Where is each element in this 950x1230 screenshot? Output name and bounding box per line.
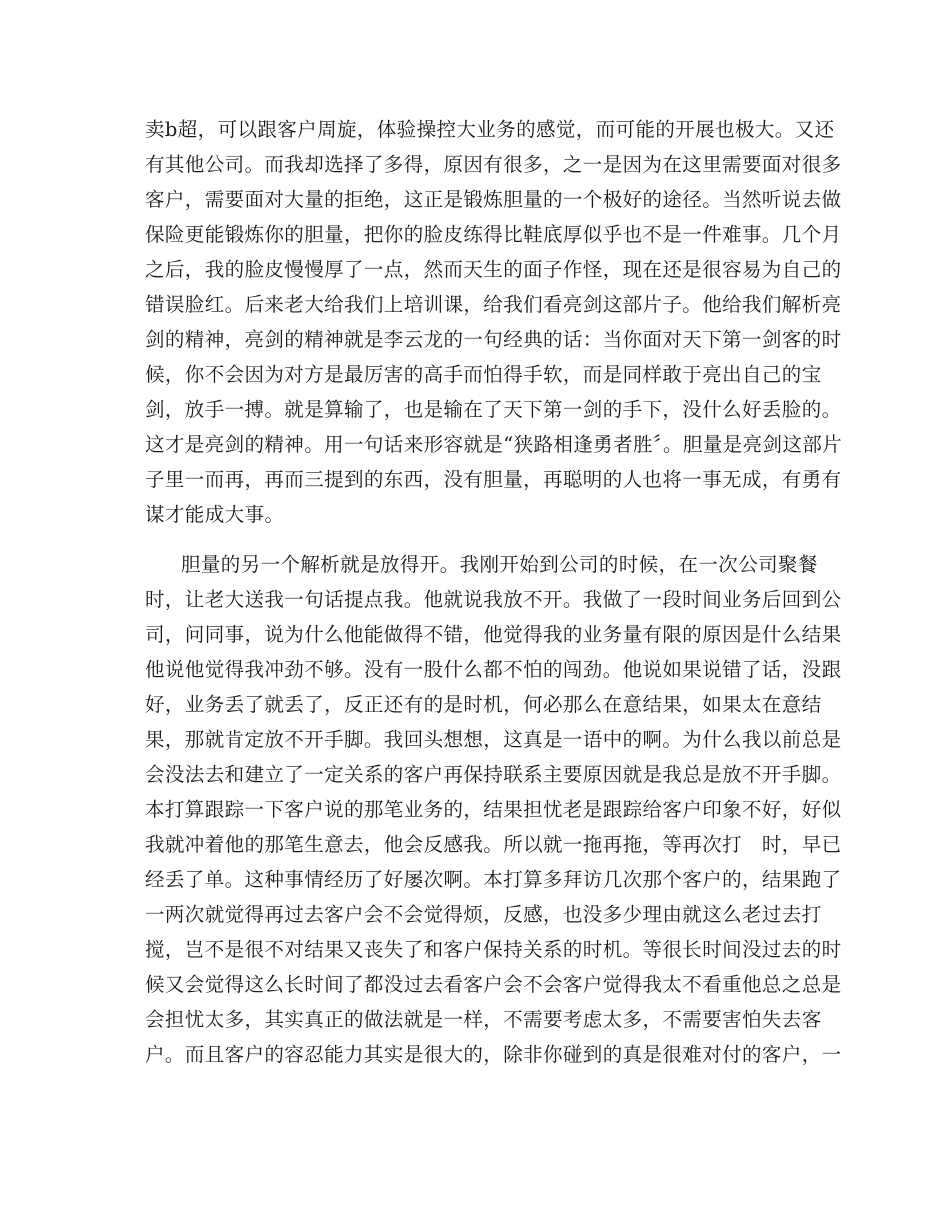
paragraph-line: 司，问同事，说为什么他能做得不错，他觉得我的业务量有限的原因是什么结果 <box>145 623 842 646</box>
paragraph-line: 子里一而再，再而三提到的东西，没有胆量，再聪明的人也将一事无成，有勇有 <box>145 468 842 491</box>
paragraph-line: 时，让老大送我一句话提点我。他就说我放不开。我做了一段时间业务后回到公 <box>145 588 842 611</box>
paragraph-line: 经丢了单。这种事情经历了好屡次啊。本打算多拜访几次那个客户的，结果跑了 <box>145 868 842 891</box>
paragraph-line: 有其他公司。而我却选择了多得，原因有很多，之一是因为在这里需要面对很多 <box>145 153 842 176</box>
paragraph-line: 剑，放手一搏。就是算输了，也是输在了天下第一剑的手下，没什么好丢脸的。 <box>145 398 842 421</box>
paragraph-line: 搅，岂不是很不对结果又丧失了和客户保持关系的时机。等很长时间没过去的时 <box>145 938 842 961</box>
paragraph-line: 果，那就肯定放不开手脚。我回头想想，这真是一语中的啊。为什么我以前总是 <box>145 728 842 751</box>
paragraph-line: 客户，需要面对大量的拒绝，这正是锻炼胆量的一个极好的途径。当然听说去做 <box>145 188 842 211</box>
paragraph-line: 这才是亮剑的精神。用一句话来形容就是“狭路相逢勇者胜〞。胆量是亮剑这部片 <box>145 433 843 456</box>
paragraph-line: 谋才能成大事。 <box>145 503 285 526</box>
paragraph-line: 错误脸红。后来老大给我们上培训课，给我们看亮剑这部片子。他给我们解析亮 <box>145 293 842 316</box>
paragraph-line: 会担忧太多，其实真正的做法就是一样，不需要考虑太多，不需要害怕失去客 <box>145 1008 822 1031</box>
paragraph-line: 剑的精神，亮剑的精神就是李云龙的一句经典的话：当你面对天下第一剑客的时 <box>145 328 842 351</box>
paragraph-line: 好，业务丢了就丢了，反正还有的是时机，何必那么在意结果，如果太在意结 <box>145 693 822 716</box>
paragraph-line: 候又会觉得这么长时间了都没过去看客户会不会客户觉得我太不看重他总之总是 <box>145 973 842 996</box>
paragraph-line: 候，你不会因为对方是最厉害的高手而怕得手软，而是同样敢于亮出自己的宝 <box>145 363 822 386</box>
paragraph-line: 户。而且客户的容忍能力其实是很大的，除非你碰到的真是很难对付的客户，一 <box>145 1043 842 1066</box>
paragraph-line: 本打算跟踪一下客户说的那笔业务的，结果担忧老是跟踪给客户印象不好，好似 <box>145 798 842 821</box>
paragraph-line: 一两次就觉得再过去客户会不会觉得烦，反感，也没多少理由就这么老过去打 <box>145 903 822 926</box>
paragraph-line: 胆量的另一个解析就是放得开。我刚开始到公司的时候，在一次公司聚餐 <box>181 553 818 576</box>
paragraph-line: 他说他觉得我冲劲不够。没有一股什么都不怕的闯劲。他说如果说错了话，没跟 <box>145 658 842 681</box>
paragraph-line: 我就冲着他的那笔生意去，他会反感我。所以就一拖再拖，等再次打 时，早已 <box>145 833 842 856</box>
paragraph-line: 之后，我的脸皮慢慢厚了一点，然而天生的面子作怪，现在还是很容易为自己的 <box>145 258 842 281</box>
paragraph-line: 保险更能锻炼你的胆量，把你的脸皮练得比鞋底厚似乎也不是一件难事。几个月 <box>145 223 842 246</box>
paragraph-line: 卖b超，可以跟客户周旋，体验操控大业务的感觉，而可能的开展也极大。又还 <box>145 118 835 141</box>
paragraph-line: 会没法去和建立了一定关系的客户再保持联系主要原因就是我总是放不开手脚。 <box>145 763 842 786</box>
